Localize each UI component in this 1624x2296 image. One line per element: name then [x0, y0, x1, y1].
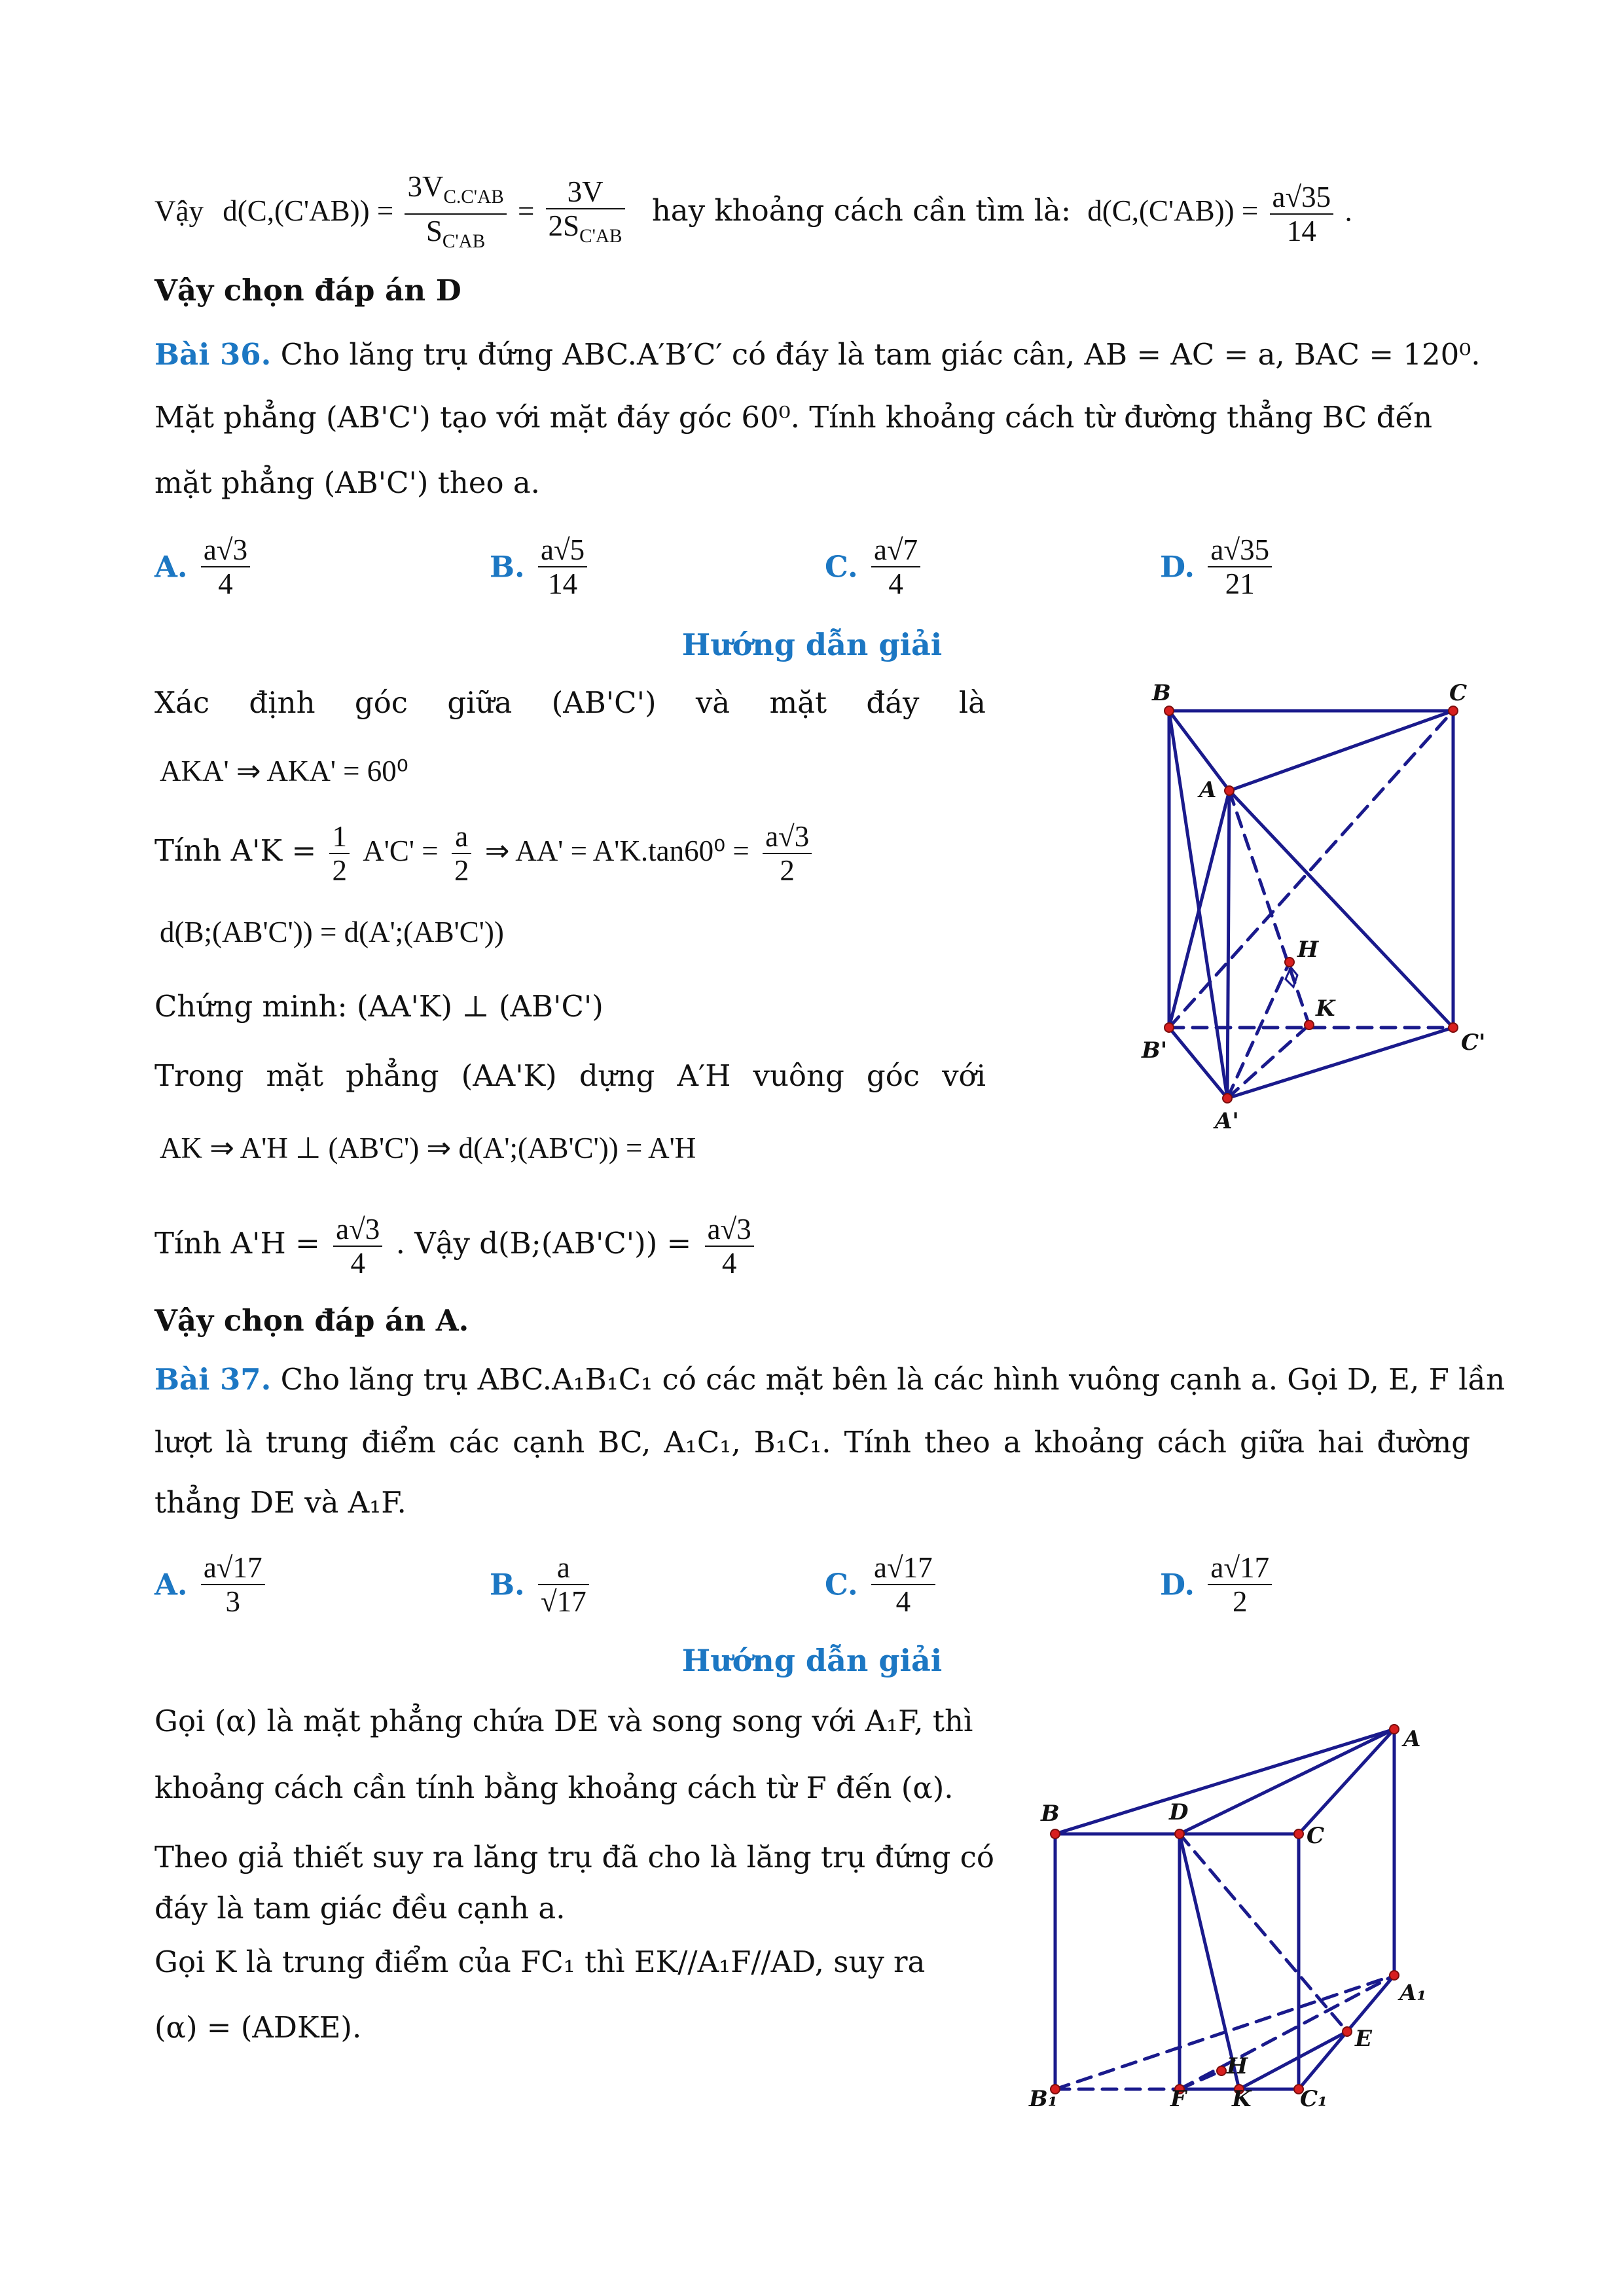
p36-option-d[interactable]	[1160, 533, 1276, 600]
p36-option-c-label: C.	[825, 549, 858, 584]
dashed-a1k	[1227, 1025, 1309, 1098]
p37-option-b-den: √17	[541, 1585, 586, 1618]
p37-sol-1: Gọi (α) là mặt phẳng chứa DE và song song với A₁F, thì	[154, 1704, 973, 1738]
point-b	[1164, 706, 1174, 715]
p36-sol-3-pre: Tính A'K =	[154, 833, 317, 868]
label-b1: B'	[1142, 1037, 1168, 1064]
p36-option-b[interactable]	[490, 533, 591, 600]
p37-option-c-label: C.	[825, 1567, 858, 1602]
label-a: A	[1403, 1726, 1421, 1752]
label-k: K	[1232, 2086, 1252, 2108]
edge-aa1	[1227, 791, 1229, 1098]
point-b1	[1164, 1023, 1174, 1032]
p36-heading: Hướng dẫn giải	[681, 627, 943, 662]
label-k: K	[1316, 996, 1335, 1022]
label-h: H	[1227, 2053, 1248, 2079]
p36-sol-8-f2-den: 4	[721, 1246, 737, 1280]
intro-frac1-num-sub: C.C'AB	[443, 187, 504, 207]
p36-sol-3	[154, 812, 816, 890]
p37-label: Bài 37.	[154, 1362, 272, 1397]
p36-sol-6: Trong mặt phẳng (AA'K) dựng A′H vuông góc với	[154, 1058, 986, 1093]
edge-da	[1180, 1729, 1394, 1834]
intro-frac3-num: a√35	[1270, 181, 1334, 215]
label-b: B	[1041, 1801, 1060, 1827]
p37-option-a-num: a√17	[201, 1551, 265, 1585]
point-a	[1390, 1725, 1399, 1734]
p37-option-b[interactable]	[490, 1551, 593, 1618]
p37-line-3: thẳng DE và A₁F.	[154, 1485, 406, 1520]
intro-frac-3	[1270, 181, 1334, 247]
p36-label: Bài 36.	[154, 337, 272, 372]
p36-sol-8	[154, 1204, 758, 1283]
intro-expr-2: d(C,(C'AB)) =	[1087, 194, 1259, 228]
p36-text-1: Cho lăng trụ đứng ABC.A′B′C′ có đáy là tam giác cân, AB = AC = a, BAC = 120⁰.	[280, 337, 1481, 372]
edge-c1a1	[1227, 1028, 1453, 1098]
dashed-ak	[1229, 791, 1309, 1025]
p36-answer: Vậy chọn đáp án A.	[154, 1303, 469, 1338]
label-f: F	[1170, 2086, 1187, 2108]
p36-sol-3-f2-den: 2	[454, 853, 469, 887]
p37-sol-3: Theo giả thiết suy ra lăng trụ đã cho là lăng trụ đứng có	[154, 1840, 994, 1874]
p37-option-a-den: 3	[225, 1585, 240, 1618]
intro-frac1-num: 3V	[407, 170, 444, 203]
p36-option-b-label: B.	[490, 549, 525, 584]
p37-sol-5: Gọi K là trung điểm của FC₁ thì EK//A₁F//AD, suy ra	[154, 1945, 926, 1979]
intro-frac3-den: 14	[1286, 215, 1316, 247]
intro-frac2-num: 3V	[546, 175, 625, 209]
p37-option-d-num: a√17	[1208, 1551, 1272, 1585]
p36-sol-7: AK ⇒ A'H ⊥ (AB'C') ⇒ d(A';(AB'C')) = A'H	[160, 1132, 696, 1164]
p36-sol-3-f3-den: 2	[780, 853, 795, 887]
p37-option-a-label: A.	[154, 1567, 188, 1602]
dashed-de	[1180, 1834, 1347, 2032]
p36-sol-8-mid: . Vậy d(B;(AB'C')) =	[395, 1226, 692, 1261]
point-a1	[1223, 1094, 1232, 1103]
label-a: A	[1199, 777, 1217, 803]
intro-expr: d(C,(C'AB)) =	[223, 194, 394, 228]
p37-option-b-label: B.	[490, 1567, 525, 1602]
dashed-a1h	[1227, 962, 1290, 1098]
p37-option-d-label: D.	[1160, 1567, 1195, 1602]
point-d	[1175, 1829, 1184, 1839]
point-k	[1305, 1020, 1314, 1030]
figure-prism-37	[1021, 1715, 1440, 2108]
p36-option-a-label: A.	[154, 549, 188, 584]
p36-sol-3-f2-num: a	[452, 820, 472, 854]
p37-line-2: lượt là trung điểm các cạnh BC, A₁C₁, B₁C₁. Tính theo a khoảng cách giữa hai đường	[154, 1425, 1470, 1460]
label-c: C	[1307, 1823, 1325, 1849]
intro-frac-1	[405, 170, 506, 258]
p36-sol-5: Chứng minh: (AA'K) ⊥ (AB'C')	[154, 989, 604, 1024]
p36-option-c-den: 4	[888, 567, 903, 600]
p37-option-c-num: a√17	[871, 1551, 935, 1585]
intro-line	[154, 170, 1352, 258]
edge-dk	[1180, 1834, 1239, 2089]
p37-sol-2: khoảng cách cần tính bằng khoảng cách từ F đến (α).	[154, 1770, 954, 1805]
p37-option-d[interactable]	[1160, 1551, 1276, 1618]
label-d: D	[1169, 1799, 1189, 1825]
intro-frac-2	[546, 175, 625, 253]
point-a	[1225, 786, 1234, 795]
p36-sol-8-f1-den: 4	[350, 1246, 365, 1280]
intro-eq: =	[517, 194, 535, 228]
edge-ac1	[1229, 791, 1453, 1028]
p36-sol-3-mid: A'C' =	[363, 834, 439, 867]
intro-answer: Vậy chọn đáp án D	[154, 273, 461, 308]
label-c: C	[1449, 680, 1468, 706]
point-h	[1285, 958, 1294, 967]
intro-mid: hay khoảng cách cần tìm là:	[651, 193, 1072, 228]
point-c	[1294, 1829, 1303, 1839]
p36-option-b-den: 14	[548, 567, 578, 600]
dashed-b1c	[1169, 711, 1453, 1028]
p36-line-1	[154, 336, 1481, 373]
p36-sol-8-pre: Tính A'H =	[154, 1226, 320, 1261]
p36-option-c-num: a√7	[871, 533, 920, 567]
p36-sol-8-f2-num: a√3	[705, 1213, 754, 1247]
p37-option-c[interactable]	[825, 1551, 939, 1618]
p37-option-b-num: a	[538, 1551, 589, 1585]
p37-option-a[interactable]	[154, 1551, 269, 1618]
p36-sol-3-mid2: ⇒ AA' = A'K.tan60⁰ =	[484, 834, 749, 867]
p37-option-c-den: 4	[895, 1585, 911, 1618]
edge-ba	[1055, 1729, 1394, 1834]
p37-sol-4: đáy là tam giác đều cạnh a.	[154, 1891, 566, 1926]
label-h: H	[1297, 937, 1319, 963]
point-h	[1217, 2066, 1226, 2075]
intro-frac1-den: S	[425, 215, 442, 247]
p36-sol-4: d(B;(AB'C')) = d(A';(AB'C'))	[160, 916, 504, 948]
p37-option-d-den: 2	[1232, 1585, 1248, 1618]
p36-sol-3-f1-den: 2	[332, 853, 347, 887]
p36-sol-8-f1-num: a√3	[333, 1213, 382, 1247]
point-c	[1449, 706, 1458, 715]
p36-sol-3-f3-num: a√3	[763, 820, 812, 854]
edge-ke	[1239, 2032, 1347, 2089]
p36-option-d-num: a√35	[1208, 533, 1272, 567]
edge-ac	[1229, 711, 1453, 791]
label-c1: C₁	[1300, 2086, 1327, 2108]
p36-option-c[interactable]	[825, 533, 924, 600]
label-a1: A'	[1215, 1108, 1239, 1134]
p36-option-b-num: a√5	[538, 533, 587, 567]
p36-option-d-label: D.	[1160, 549, 1195, 584]
point-e	[1343, 2027, 1352, 2036]
p37-heading: Hướng dẫn giải	[681, 1643, 943, 1678]
p36-line-3: mặt phẳng (AB'C') theo a.	[154, 465, 540, 500]
p36-option-a[interactable]	[154, 533, 254, 600]
intro-prefix: Vậy	[154, 194, 204, 228]
label-c1: C'	[1461, 1030, 1486, 1056]
p36-sol-1: Xác định góc giữa (AB'C') và mặt đáy là	[154, 685, 986, 720]
point-b	[1051, 1829, 1060, 1839]
p36-option-a-den: 4	[218, 567, 233, 600]
p37-sol-6: (α) = (ADKE).	[154, 2010, 362, 2045]
p37-line-1	[154, 1361, 1506, 1398]
p37-text-1: Cho lăng trụ ABC.A₁B₁C₁ có các mặt bên là các hình vuông cạnh a. Gọi D, E, F lần	[280, 1362, 1506, 1397]
label-a1: A₁	[1399, 1980, 1427, 2006]
label-b1: B₁	[1029, 2086, 1058, 2108]
point-c1	[1449, 1023, 1458, 1032]
label-b: B	[1152, 680, 1171, 706]
p36-sol-3-f1-num: 1	[329, 820, 350, 854]
intro-end: .	[1344, 194, 1352, 228]
label-e: E	[1355, 2026, 1372, 2052]
intro-frac2-den-sub: C'AB	[579, 226, 623, 247]
p36-option-d-den: 21	[1225, 567, 1255, 600]
intro-frac1-den-sub: C'AB	[442, 231, 486, 252]
intro-frac2-den: 2S	[548, 209, 580, 242]
point-a1	[1390, 1971, 1399, 1980]
p36-sol-2: AKA' ⇒ AKA' = 60⁰	[160, 755, 408, 787]
p36-line-2: Mặt phẳng (AB'C') tạo với mặt đáy góc 60⁰. Tính khoảng cách từ đường thẳng BC đến	[154, 400, 1433, 435]
p36-option-a-num: a√3	[201, 533, 250, 567]
figure-prism-36	[1126, 674, 1492, 1145]
